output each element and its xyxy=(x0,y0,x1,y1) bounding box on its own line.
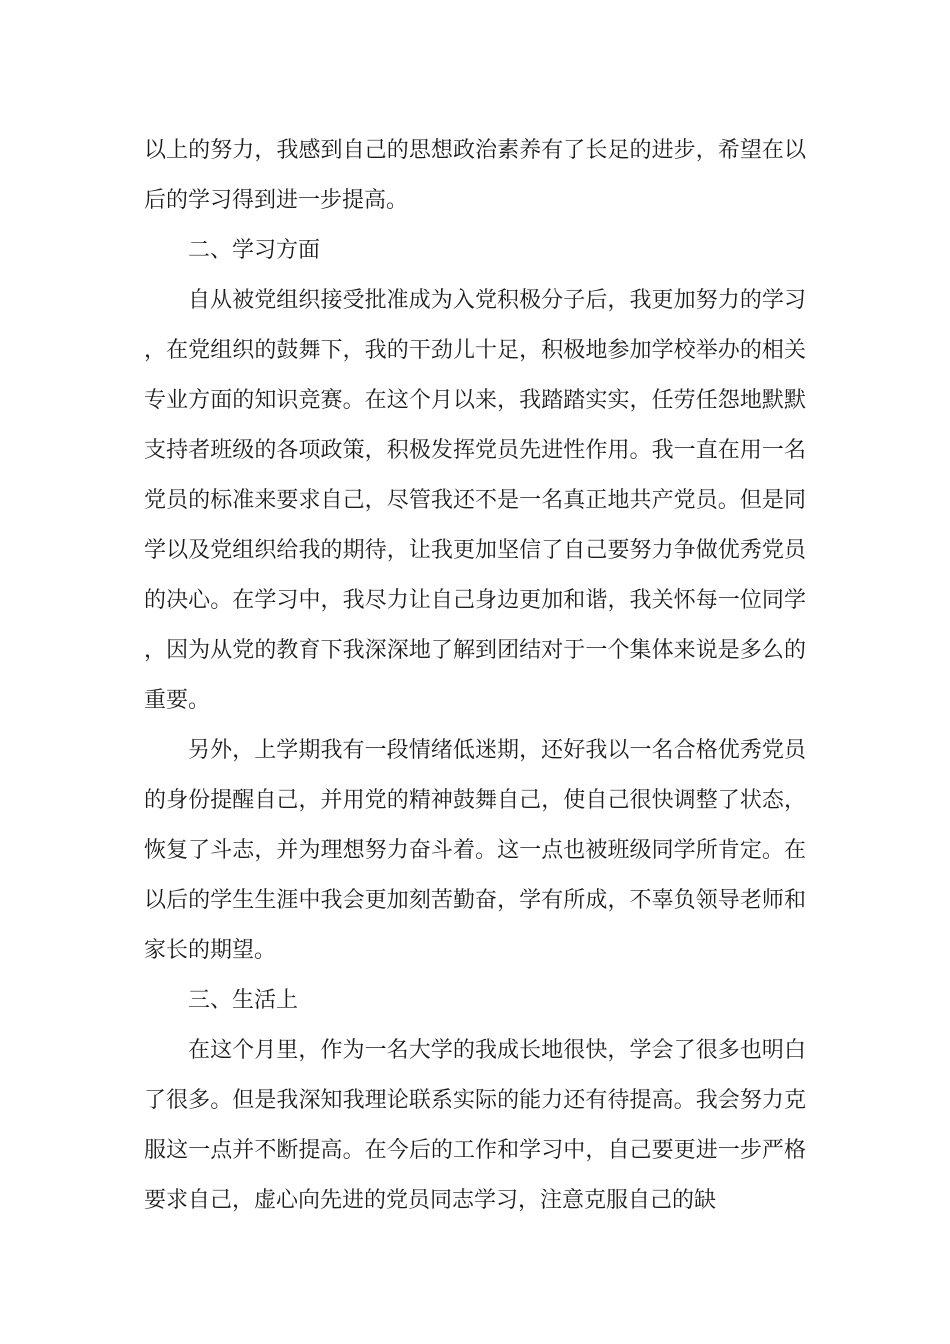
paragraph-study-2: 另外，上学期我有一段情绪低迷期，还好我以一名合格优秀党员的身份提醒自己，并用党的精神鼓舞自己，使自己很快调整了状态，恢复了斗志，并为理想努力奋斗着。这一点也被班级同学所肯定。在以后的学生生涯中我会更加刻苦勤奋，学有所成，不辜负领导老师和家长的期望。 xyxy=(144,738,806,963)
section-heading-study: 二、学习方面 xyxy=(188,238,321,263)
section-heading-life: 三、生活上 xyxy=(188,988,299,1013)
paragraph-continuation: 以上的努力，我感到自己的思想政治素养有了长足的进步，希望在以后的学习得到进一步提高。 xyxy=(144,138,806,213)
paragraph-study-1: 自从被党组织接受批准成为入党积极分子后，我更加努力的学习，在党组织的鼓舞下，我的干劲儿十足，积极地参加学校举办的相关专业方面的知识竞赛。在这个月以来，我踏踏实实，任劳任怨地默默支持者班级的各项政策，积极发挥党员先进性作用。我一直在用一名党员的标准来要求自己，尽管我还不是一名真正地共产党员。但是同学以及党组织给我的期待，让我更加坚信了自己要努力争做优秀党员的决心。在学习中，我尽力让自己身边更加和谐，我关怀每一位同学，因为从党的教育下我深深地了解到团结对于一个集体来说是多么的重要。 xyxy=(144,288,806,713)
paragraph-life-1: 在这个月里，作为一名大学的我成长地很快，学会了很多也明白了很多。但是我深知我理论联系实际的能力还有待提高。我会努力克服这一点并不断提高。在今后的工作和学习中，自己要更进一步严格要求自己，虚心向先进的党员同志学习，注意克服自己的缺 xyxy=(144,1038,806,1213)
document-page xyxy=(144,126,806,1226)
